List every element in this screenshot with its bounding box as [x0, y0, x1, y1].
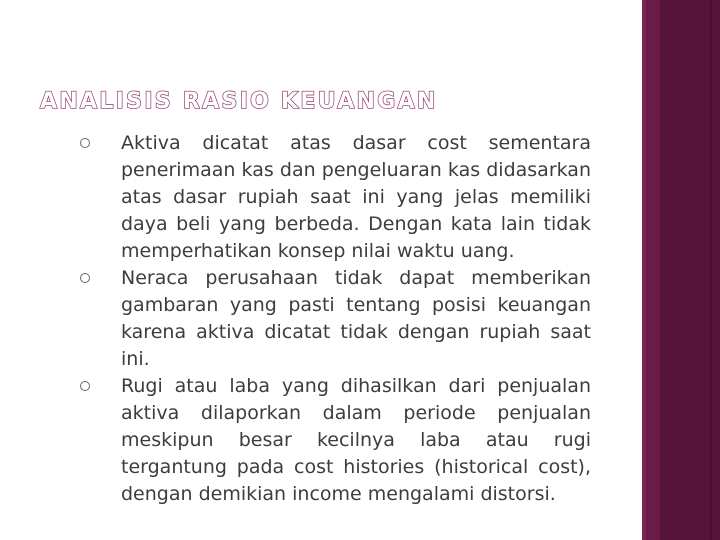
hollow-circle-bullet-icon — [80, 138, 90, 148]
bullet-text: Aktiva dicatat atas dasar cost sementara penerimaan kas dan pengeluaran kas didasarkan atas dasar rupiah saat ini yang jelas memiliki daya beli yang berbeda. Dengan kata lain tidak memperhatikan konsep nilai waktu uang. — [121, 132, 591, 262]
hollow-circle-bullet-icon — [80, 381, 90, 391]
bullet-text: Neraca perusahaan tidak dapat memberikan gambaran yang pasti tentang posisi keuangan karena aktiva dicatat tidak dengan rupiah saat ini. — [121, 267, 591, 370]
slide-title — [40, 82, 460, 114]
hollow-circle-bullet-icon — [80, 273, 90, 283]
slide-title-text: ANALISIS RASIO KEUANGAN — [40, 89, 438, 114]
bullet-list — [80, 130, 591, 508]
bullet-item — [80, 373, 591, 508]
bullet-text: Rugi atau laba yang dihasilkan dari penjualan aktiva dilaporkan dalam periode penjualan meskipun besar kecilnya laba atau rugi tergantung pada cost histories (historical cost), dengan demikian income mengalami distorsi. — [121, 375, 591, 505]
bullet-item — [80, 130, 591, 265]
bullet-item — [80, 265, 591, 373]
decorative-side-panel — [642, 0, 720, 540]
